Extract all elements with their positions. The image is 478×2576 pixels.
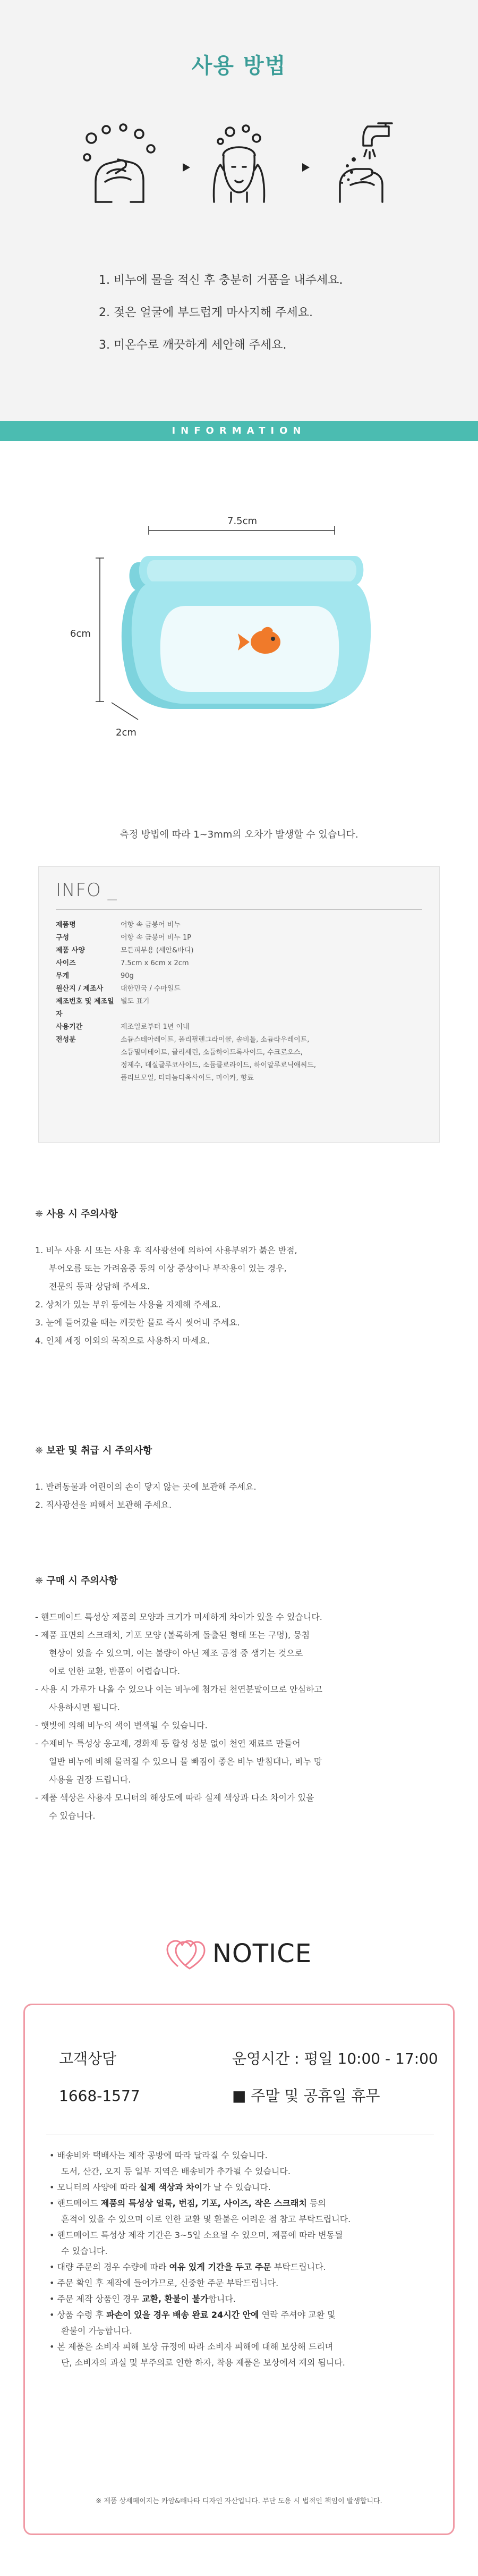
text-line: 1. 반려동물과 어린이의 손이 닿지 않는 곳에 보관해 주세요. (35, 1482, 257, 1492)
info-row (56, 1034, 422, 1046)
info-key (56, 1072, 121, 1085)
usage-step: 2. 젖은 얼굴에 부드럽게 마사지해 주세요. (99, 306, 313, 319)
info-value: 폴리브모일, 티타늄디옥사이드, 마이카, 향료 (121, 1074, 254, 1082)
soap-dimension-section (0, 441, 478, 856)
caution-use-section (35, 1206, 455, 1350)
info-value: 대한민국 / 수마일드 (121, 985, 181, 993)
text-line: - 핸드메이드 특성상 제품의 모양과 크기가 미세하게 차이가 있을 수 있습니다. (35, 1612, 322, 1622)
arrow-right-icon (181, 162, 191, 173)
customer-service-info (59, 2047, 140, 2108)
text-line: 단, 소비자의 과실 및 부주의로 인한 하자, 착용 제품은 보상에서 제외 됩니다. (61, 2358, 345, 2368)
info-row (56, 919, 422, 932)
info-key (56, 1046, 121, 1059)
depth-label: 2cm (116, 727, 136, 738)
info-row (56, 957, 422, 970)
width-label: 7.5cm (227, 516, 258, 527)
text-line: 2. 직사광선을 피해서 보관해 주세요. (35, 1500, 172, 1510)
text-line: 3. 눈에 들어갔을 때는 깨끗한 물로 즉시 씻어내 주세요. (35, 1317, 240, 1328)
text-line: 부어오름 또는 가려움증 등의 이상 증상이나 부작용이 있는 경우, (49, 1263, 287, 1273)
operating-hours: 운영시간 : 평일 10:00 - 17:00 (232, 2050, 438, 2067)
text-line: 환불이 가능합니다. (61, 2326, 132, 2336)
info-table (56, 919, 422, 1085)
info-value: 소듐스테아레이트, 폴리필렌그라이콜, 솔비톨, 소듐라우레이트, (121, 1036, 310, 1044)
double-heart-icon (166, 1938, 206, 1970)
info-key: 전성분 (56, 1036, 76, 1044)
text-line: - 수제비누 특성상 응고제, 경화제 등 합성 성분 없이 천연 재료로 만들어 (35, 1738, 301, 1749)
text-line: 이로 인한 교환, 반품이 어렵습니다. (49, 1666, 180, 1676)
text-line: 현상이 있을 수 있으며, 이는 불량이 아닌 제조 공정 중 생기는 것으로 (49, 1648, 303, 1658)
measurement-note: 측정 방법에 따라 1~3mm의 오차가 발생할 수 있습니다. (120, 829, 358, 840)
text-line: - 햇빛에 의해 비누의 색이 변색될 수 있습니다. (35, 1720, 208, 1730)
text-line: 수 있습니다. (61, 2246, 108, 2256)
text-line: • 주문 확인 후 제작에 들어가므로, 신중한 주문 부탁드립니다. (49, 2278, 279, 2288)
text-line: • 본 제품은 소비자 피해 보상 규정에 따라 소비자 피해에 대해 보상해 드리며 (49, 2342, 334, 2352)
caution-storage-title: ❈ 보관 및 취급 시 주의사항 (35, 1445, 152, 1456)
text-line: • 상품 수령 후 파손이 있을 경우 배송 완료 24시간 안에 연락 주셔야 교환 및 (49, 2310, 336, 2320)
info-value: 모든피부용 (세안&바디) (121, 947, 194, 955)
text-line: 1. 비누 사용 시 또는 사용 후 직사광선에 의하여 사용부위가 붉은 반점, (35, 1245, 297, 1255)
caution-purchase-lines (35, 1608, 455, 1825)
usage-step: 1. 비누에 물을 적신 후 충분히 거품을 내주세요. (99, 274, 343, 287)
text-line: 수 있습니다. (49, 1811, 96, 1821)
face-washing-icon (199, 122, 279, 213)
info-row (56, 944, 422, 957)
info-row (56, 932, 422, 944)
info-value: 어항 속 금붕어 비누 (121, 921, 181, 929)
notice-list (49, 2148, 437, 2371)
info-row (56, 1059, 422, 1072)
text-line: 사용을 권장 드립니다. (49, 1775, 131, 1785)
info-row (56, 1072, 422, 1085)
info-key (56, 1059, 121, 1072)
info-value: 정제수, 데실글루코사이드, 소듐클로라이드, 하이알루로닉애씨드, (121, 1061, 316, 1069)
caution-purchase-title: ❈ 구매 시 주의사항 (35, 1575, 118, 1586)
info-value: 별도 표기 (121, 998, 150, 1006)
info-key: 구성 (56, 934, 70, 942)
notice-title: NOTICE (212, 1939, 312, 1969)
info-key: 제조번호 및 제조일자 (56, 998, 114, 1018)
info-value: 제조일로부터 1년 이내 (121, 1023, 190, 1031)
height-label: 6cm (70, 628, 91, 639)
info-value: 소듐밀미테이트, 글리세린, 소듐하이드록사이드, 수크로오스, (121, 1049, 303, 1057)
usage-step: 3. 미온수로 깨끗하게 세안해 주세요. (99, 339, 287, 352)
notice-box (23, 2004, 455, 2535)
text-line: 2. 상처가 있는 부위 등에는 사용을 자제해 주세요. (35, 1299, 221, 1310)
text-line: 흔적이 있을 수 있으며 이로 인한 교환 및 환불은 어려운 점 참고 부탁드립니다. (61, 2214, 351, 2224)
closed-days: ■ 주말 및 공휴일 휴무 (232, 2087, 380, 2105)
info-row (56, 970, 422, 983)
info-value: 90g (121, 972, 134, 980)
caution-storage-lines (35, 1478, 455, 1514)
usage-title: 사용 방법 (191, 54, 287, 78)
info-key: 원산지 / 제조사 (56, 985, 104, 993)
info-key: 사이즈 (56, 959, 76, 967)
info-key: 제품 사양 (56, 947, 85, 955)
info-value: 어항 속 금붕어 비누 1P (121, 934, 192, 942)
text-line: - 사용 시 가루가 나올 수 있으나 이는 비누에 첨가된 천연분말이므로 안심하고 (35, 1684, 322, 1694)
text-line: 사용하시면 됩니다. (49, 1702, 120, 1712)
caution-storage-section (35, 1443, 455, 1514)
text-line: • 대량 주문의 경우 수량에 따라 여유 있게 기간을 두고 주문 부탁드립니다. (49, 2262, 326, 2272)
caution-use-lines (35, 1241, 455, 1350)
text-line: 도서, 산간, 오지 등 일부 지역은 배송비가 추가될 수 있습니다. (61, 2166, 291, 2176)
text-line: 전문의 등과 상담해 주세요. (49, 1281, 150, 1291)
info-key: 제품명 (56, 921, 76, 929)
info-row (56, 983, 422, 995)
info-box (38, 866, 440, 1143)
operating-hours-info (232, 2047, 438, 2108)
text-line: • 핸드메이드 특성상 제작 기간은 3~5일 소요될 수 있으며, 제품에 따라 변동될 (49, 2230, 343, 2240)
text-line: • 주문 제작 상품인 경우 교환, 환불이 불가합니다. (49, 2294, 236, 2304)
info-key: 사용기간 (56, 1023, 83, 1031)
info-heading: INFO _ (56, 880, 117, 901)
text-line: • 모니터의 사양에 따라 실제 색상과 차이가 날 수 있습니다. (49, 2182, 271, 2192)
arrow-right-icon (300, 162, 311, 173)
lathering-hands-icon (80, 122, 159, 213)
info-row (56, 995, 422, 1021)
info-row (56, 1046, 422, 1059)
usage-steps-icons (80, 122, 398, 213)
notice-header (0, 1938, 478, 1975)
info-divider (56, 909, 422, 910)
text-line: - 제품 표면의 스크래치, 기포 모양 (볼록하게 돌출된 형태 또는 구멍), 뭉침 (35, 1630, 310, 1640)
usage-steps-list (99, 271, 343, 368)
notice-footnote: ※ 제품 상세페이지는 카암&빼나타 디자인 자산입니다. 무단 도용 시 법적인 책임이 발생합니다. (96, 2497, 382, 2505)
goldfish-soap-image (64, 505, 414, 749)
info-value: 7.5cm x 6cm x 2cm (121, 959, 189, 967)
text-line: 일반 비누에 비해 물러질 수 있으니 물 빠짐이 좋은 비누 받침대나, 비누 망 (49, 1756, 322, 1767)
text-line: - 제품 색상은 사용자 모니터의 해상도에 따라 실제 색상과 다소 차이가 있을 (35, 1793, 314, 1803)
cs-phone[interactable]: 1668-1577 (59, 2087, 140, 2105)
info-key: 무게 (56, 972, 70, 980)
text-line: 4. 인체 세정 이외의 목적으로 사용하지 마세요. (35, 1336, 210, 1346)
information-bar: INFORMATION (0, 421, 478, 441)
cs-label: 고객상담 (59, 2050, 117, 2067)
caution-use-title: ❈ 사용 시 주의사항 (35, 1209, 118, 1220)
faucet-rinse-icon (319, 122, 398, 213)
text-line: • 배송비와 택배사는 제작 공방에 따라 달라질 수 있습니다. (49, 2150, 268, 2160)
info-row (56, 1021, 422, 1034)
caution-purchase-section (35, 1573, 455, 1825)
text-line: • 핸드메이드 제품의 특성상 얼룩, 번짐, 기포, 사이즈, 작은 스크래치 등의 (49, 2198, 326, 2208)
